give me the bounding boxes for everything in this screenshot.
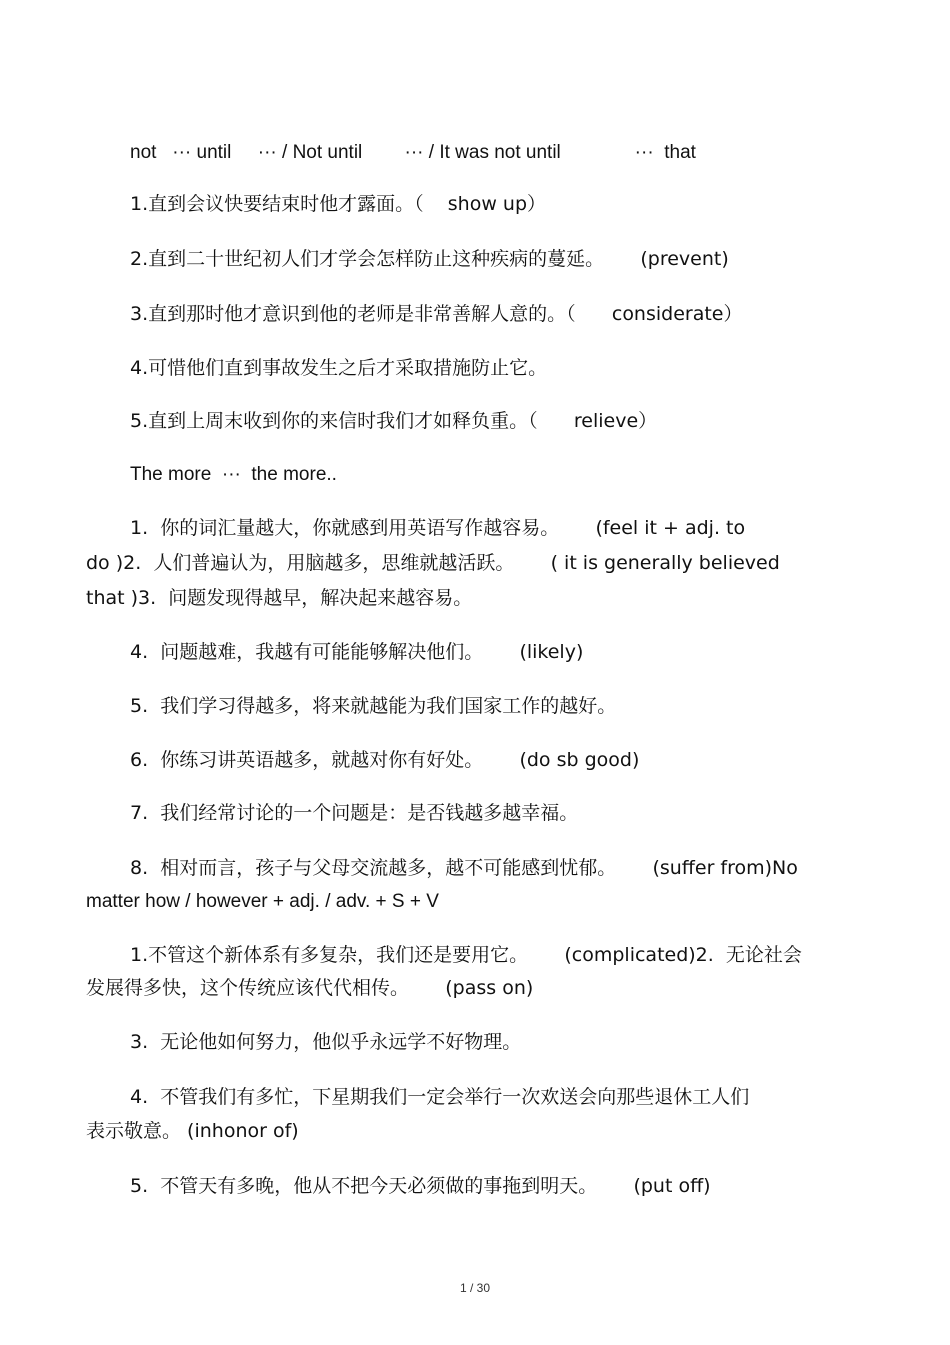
exercise-line: 4. 问题越难，我越有可能能够解决他们。 (likely) [130,641,584,663]
exercise-line: 7. 我们经常讨论的一个问题是：是否钱越多越幸福。 [130,802,579,824]
exercise-line: 3. 无论他如何努力，他似乎永远学不好物理。 [130,1031,522,1053]
exercise-line: 1.不管这个新体系有多复杂，我们还是要用它。 (complicated)2. 无论社会 [130,944,802,966]
exercise-line: 5. 我们学习得越多，将来就越能为我们国家工作的越好。 [130,695,617,717]
heading-not-until: not ··· until ··· / Not until ··· / It was not until ··· that [130,142,696,163]
exercise-line: 1. 你的词汇量越大，你就感到用英语写作越容易。 (feel it + adj. to [130,517,746,539]
exercise-line: 5. 不管天有多晚，他从不把今天必须做的事拖到明天。 (put off) [130,1175,711,1197]
exercise-line: 2.直到二十世纪初人们才学会怎样防止这种疾病的蔓延。 (prevent) [130,248,729,270]
exercise-line: 1.直到会议快要结束时他才露面。（ show up） [130,193,547,215]
exercise-line: that )3. 问题发现得越早，解决起来越容易。 [86,587,473,609]
exercise-line: 4. 不管我们有多忙，下星期我们一定会举行一次欢送会向那些退休工人们 [130,1086,750,1108]
page-number: 1 / 30 [459,1281,491,1295]
heading-the-more: The more ··· the more.. [130,464,337,485]
exercise-line: 表示敬意。 (inhonor of) [86,1120,299,1142]
exercise-line: 3.直到那时他才意识到他的老师是非常善解人意的。（ considerate） [130,303,743,325]
exercise-line: 发展得多快，这个传统应该代代相传。 (pass on) [86,977,534,999]
heading-no-matter-how: matter how / however + adj. / adv. + S + V [86,891,439,912]
exercise-line: 8. 相对而言，孩子与父母交流越多，越不可能感到忧郁。 (suffer from)No [130,857,798,879]
exercise-line: 5.直到上周末收到你的来信时我们才如释负重。（ relieve） [130,410,658,432]
exercise-line: 6. 你练习讲英语越多，就越对你有好处。 (do sb good) [130,749,640,771]
exercise-line: 4.可惜他们直到事故发生之后才采取措施防止它。 [130,357,548,379]
exercise-line: do )2. 人们普遍认为，用脑越多，思维就越活跃。 ( it is generally believed [86,552,780,574]
